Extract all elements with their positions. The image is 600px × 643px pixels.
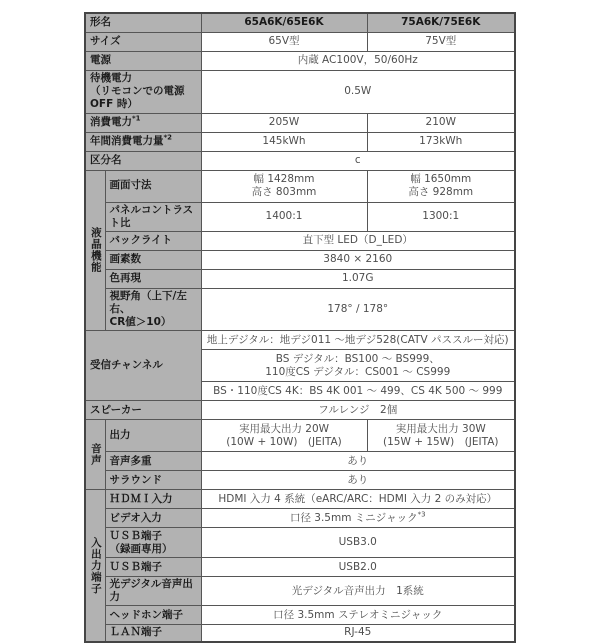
power-consumption-65: 205W — [201, 113, 367, 132]
row-usb — [85, 558, 515, 577]
model-name-label: 形名 — [85, 13, 201, 32]
size-65: 65V型 — [201, 32, 367, 51]
channels-label: 受信チャンネル — [85, 331, 201, 401]
power-supply-label: 電源 — [85, 51, 201, 70]
model-name-75: 75A6K/75E6K — [367, 13, 515, 32]
screen-size-75-height: 高さ 928mm — [408, 186, 474, 198]
row-channels-terrestrial — [85, 331, 515, 350]
annual-consumption-65: 145kWh — [201, 132, 367, 151]
pixel-count-value: 3840 × 2160 — [201, 250, 515, 269]
screen-size-65-width: 幅 1428mm — [253, 172, 315, 185]
audio-output-75-line2: (15W + 15W) (JEITA) — [383, 435, 499, 448]
viewing-angle-value: 178° / 178° — [201, 288, 515, 330]
screen-size-75-width: 幅 1650mm — [410, 172, 472, 185]
row-speaker — [85, 401, 515, 420]
row-audio-multiplex — [85, 452, 515, 471]
video-input-value — [201, 509, 515, 528]
video-input-value-text: 口径 3.5mm ミニジャック — [289, 511, 418, 524]
usb-recording-value: USB3.0 — [201, 528, 515, 558]
contrast-ratio-75: 1300:1 — [367, 202, 515, 231]
viewing-angle-label — [105, 288, 201, 330]
spec-table — [84, 12, 516, 643]
audio-output-65 — [201, 420, 367, 452]
power-consumption-75: 210W — [367, 113, 515, 132]
size-label: サイズ — [85, 32, 201, 51]
row-screen-size — [85, 170, 515, 202]
row-category-name — [85, 151, 515, 170]
standby-label-line3: OFF 時） — [90, 98, 138, 111]
screen-size-65 — [201, 170, 367, 202]
pixel-count-label: 画素数 — [105, 250, 201, 269]
audio-multiplex-value: あり — [201, 452, 515, 471]
lan-value: RJ-45 — [201, 625, 515, 642]
viewing-angle-label-line2: CR値＞10） — [109, 316, 172, 328]
speaker-label: スピーカー — [85, 401, 201, 420]
row-backlight — [85, 231, 515, 250]
row-usb-recording — [85, 528, 515, 558]
usb-value: USB2.0 — [201, 558, 515, 577]
audio-output-75 — [367, 420, 515, 452]
usb-recording-label-line1: ＵＳＢ端子 — [109, 529, 162, 542]
row-contrast-ratio — [85, 202, 515, 231]
usb-recording-label-line2: （録画専用） — [109, 542, 173, 555]
row-optical-audio-out — [85, 577, 515, 606]
usb-recording-label — [105, 528, 201, 558]
contrast-ratio-65: 1400:1 — [201, 202, 367, 231]
standby-label-line2: （リモコンでの電源 — [90, 84, 185, 97]
row-lan — [85, 625, 515, 642]
channels-bs-line: BS デジタル：BS100 〜 BS999、 — [275, 352, 440, 365]
footnote-mark-1: *1 — [132, 114, 141, 123]
row-viewing-angle — [85, 288, 515, 330]
screen-size-65-height: 高さ 803mm — [251, 186, 317, 198]
audio-multiplex-label: 音声多重 — [105, 452, 201, 471]
category-name-value: c — [201, 151, 515, 170]
row-audio-output — [85, 420, 515, 452]
backlight-value: 直下型 LED（D_LED） — [201, 231, 515, 250]
row-model-name — [85, 13, 515, 32]
surround-label: サラウンド — [105, 471, 201, 490]
optical-audio-out-label: 光デジタル音声出力 — [105, 577, 201, 606]
viewing-angle-label-line1: 視野角（上下/左右、 — [109, 289, 187, 315]
annual-consumption-label-text: 年間消費電力量 — [90, 134, 164, 147]
row-annual-consumption — [85, 132, 515, 151]
color-reproduction-value: 1.07G — [201, 269, 515, 288]
row-power-supply — [85, 51, 515, 70]
speaker-value: フルレンジ 2個 — [201, 401, 515, 420]
video-input-label: ビデオ入力 — [105, 509, 201, 528]
standby-power-value: 0.5W — [201, 70, 515, 113]
channels-cs-line: 110度CS デジタル：CS001 〜 CS999 — [265, 365, 451, 378]
row-standby-power — [85, 70, 515, 113]
row-power-consumption — [85, 113, 515, 132]
headphone-label: ヘッドホン端子 — [105, 606, 201, 625]
audio-output-75-line1: 実用最大出力 30W — [395, 422, 486, 435]
lcd-function-group-label: 液晶機能 — [85, 170, 105, 331]
usb-label: ＵＳＢ端子 — [105, 558, 201, 577]
surround-value: あり — [201, 471, 515, 490]
row-pixel-count — [85, 250, 515, 269]
standby-power-label — [85, 70, 201, 113]
color-reproduction-label: 色再現 — [105, 269, 201, 288]
channels-bs-cs-value — [201, 350, 515, 382]
audio-output-label: 出力 — [105, 420, 201, 452]
audio-output-65-line1: 実用最大出力 20W — [238, 422, 330, 435]
hdmi-input-value: HDMI 入力 4 系統（eARC/ARC：HDMI 入力 2 のみ対応） — [201, 490, 515, 509]
row-hdmi-input — [85, 490, 515, 509]
annual-consumption-75: 173kWh — [367, 132, 515, 151]
audio-output-65-line2: (10W + 10W) (JEITA) — [226, 435, 342, 448]
footnote-mark-2: *2 — [163, 133, 173, 142]
hdmi-input-label: ＨＤＭＩ入力 — [105, 490, 201, 509]
power-consumption-label — [85, 113, 201, 132]
io-terminal-group-label: 入出力端子 — [85, 490, 105, 642]
row-color-reproduction — [85, 269, 515, 288]
standby-label-line1: 待機電力 — [90, 71, 132, 84]
annual-consumption-label — [85, 132, 201, 151]
headphone-value: 口径 3.5mm ステレオミニジャック — [201, 606, 515, 625]
optical-audio-out-value: 光デジタル音声出力 1系統 — [201, 577, 515, 606]
lan-label: ＬＡＮ端子 — [105, 625, 201, 642]
row-surround — [85, 471, 515, 490]
footnote-mark-3: *3 — [417, 510, 426, 519]
row-size — [85, 32, 515, 51]
channels-4k-value: BS・110度CS 4K：BS 4K 001 〜 499、CS 4K 500 〜 999 — [201, 382, 515, 401]
category-name-label: 区分名 — [85, 151, 201, 170]
row-headphone — [85, 606, 515, 625]
screen-size-label: 画面寸法 — [105, 170, 201, 202]
row-video-input — [85, 509, 515, 528]
power-consumption-label-text: 消費電力 — [90, 115, 132, 128]
backlight-label: バックライト — [105, 231, 201, 250]
contrast-ratio-label: パネルコントラスト比 — [105, 202, 201, 231]
size-75: 75V型 — [367, 32, 515, 51]
audio-group-label: 音声 — [85, 420, 105, 490]
screen-size-75 — [367, 170, 515, 202]
channels-terrestrial-value: 地上デジタル：地デジ011 〜地デジ528(CATV パススルー対応) — [201, 331, 515, 350]
power-supply-value: 内蔵 AC100V，50/60Hz — [201, 51, 515, 70]
model-name-65: 65A6K/65E6K — [201, 13, 367, 32]
